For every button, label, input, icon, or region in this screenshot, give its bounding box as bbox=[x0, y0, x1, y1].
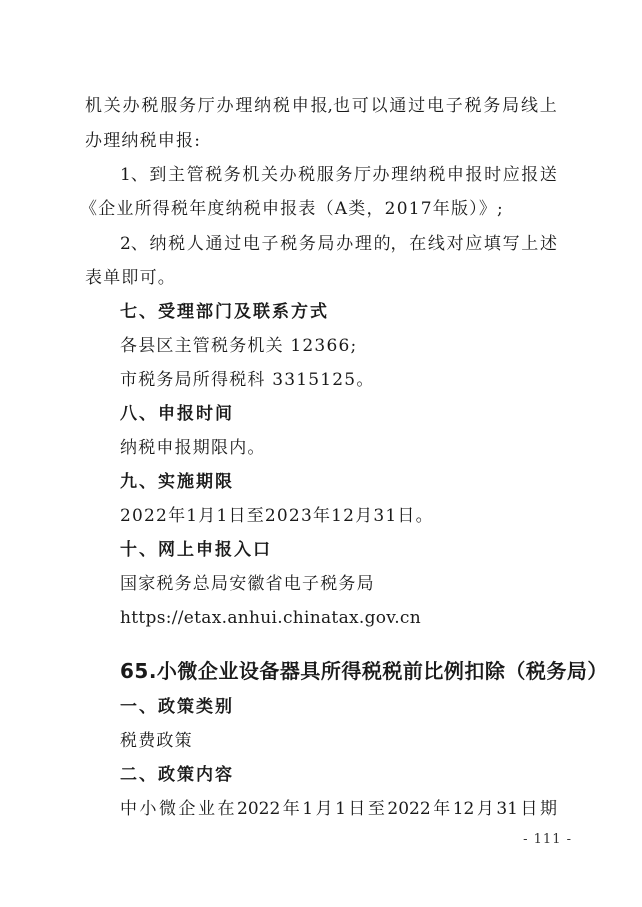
text-chunk: 小 bbox=[139, 799, 157, 819]
text-chunk: 2、 bbox=[120, 234, 148, 254]
text-chunk: 业 bbox=[198, 799, 215, 819]
text-chunk: 月 bbox=[476, 799, 494, 819]
content-line-1 bbox=[120, 798, 557, 820]
item-1-line-1 bbox=[120, 164, 557, 186]
text-chunk: 厅 bbox=[353, 165, 371, 185]
text-chunk: 办 bbox=[336, 234, 354, 254]
text-chunk: 申 bbox=[291, 96, 309, 116]
text-chunk: 电 bbox=[426, 96, 444, 116]
item-2-line-2: 表单即可。 bbox=[85, 268, 176, 288]
text-chunk: 对 bbox=[446, 234, 464, 254]
text-chunk: 2022 bbox=[237, 799, 281, 819]
text-chunk: 申 bbox=[446, 165, 464, 185]
time-heading: 八、申报时间 bbox=[120, 404, 234, 424]
text-chunk: 子 bbox=[445, 96, 463, 116]
item-2-line-1 bbox=[120, 233, 557, 255]
intro-line-1 bbox=[85, 95, 557, 117]
text-chunk: 1、 bbox=[120, 165, 148, 185]
time-text: 纳税申报期限内。 bbox=[120, 438, 266, 458]
text-chunk: 税 bbox=[168, 234, 186, 254]
text-chunk: 上 bbox=[521, 234, 539, 254]
text-chunk: 子 bbox=[261, 234, 279, 254]
text-chunk: 服 bbox=[160, 96, 178, 116]
text-chunk: 上 bbox=[539, 96, 557, 116]
text-chunk: 过 bbox=[224, 234, 242, 254]
text-chunk: 12 bbox=[452, 799, 475, 819]
text-chunk: 理 bbox=[354, 234, 372, 254]
text-chunk: 报 bbox=[521, 165, 539, 185]
text-chunk: 税 bbox=[141, 96, 159, 116]
text-chunk: 31 bbox=[496, 799, 518, 819]
text-chunk: 年 bbox=[433, 799, 451, 819]
entry-name: 国家税务总局安徽省电子税务局 bbox=[120, 574, 375, 594]
text-chunk: 可 bbox=[351, 96, 369, 116]
text-chunk: 时 bbox=[484, 165, 502, 185]
text-chunk: 税 bbox=[464, 96, 482, 116]
period-heading: 九、实施期限 bbox=[120, 472, 234, 492]
text-chunk: 税 bbox=[298, 165, 316, 185]
text-chunk: 税 bbox=[280, 234, 298, 254]
text-chunk: 局 bbox=[317, 234, 335, 254]
text-chunk: 的， bbox=[373, 234, 408, 254]
text-chunk: 以 bbox=[370, 96, 388, 116]
text-chunk: 办 bbox=[122, 96, 140, 116]
text-chunk: 在 bbox=[409, 234, 427, 254]
contact-line-2: 市税务局所得税科 3315125。 bbox=[120, 370, 375, 390]
text-chunk: 1 bbox=[302, 799, 314, 819]
text-chunk: 务 bbox=[223, 165, 241, 185]
text-chunk: 述 bbox=[539, 234, 557, 254]
text-chunk: 机 bbox=[85, 96, 102, 116]
text-chunk: 人 bbox=[186, 234, 204, 254]
text-chunk: 税 bbox=[428, 165, 446, 185]
text-chunk: 机 bbox=[242, 165, 260, 185]
text-chunk: 过 bbox=[408, 96, 426, 116]
policy-title: 65.小微企业设备器具所得税税前比例扣除（税务局） bbox=[120, 659, 608, 683]
text-chunk: 月 bbox=[315, 799, 333, 819]
text-chunk: 年 bbox=[282, 799, 300, 819]
text-chunk: 填 bbox=[483, 234, 501, 254]
text-chunk: 纳 bbox=[149, 234, 167, 254]
text-chunk: 微 bbox=[159, 799, 176, 819]
text-chunk: 务 bbox=[298, 234, 316, 254]
text-chunk: 企 bbox=[178, 799, 196, 819]
text-chunk: 税 bbox=[205, 165, 223, 185]
text-chunk: 线 bbox=[427, 234, 445, 254]
entry-heading: 十、网上申报入口 bbox=[120, 540, 272, 560]
text-chunk: 报,也 bbox=[310, 96, 350, 116]
text-chunk: 主 bbox=[168, 165, 186, 185]
text-chunk: 办 bbox=[216, 96, 234, 116]
text-chunk: 局 bbox=[502, 96, 520, 116]
text-chunk: 务 bbox=[335, 165, 353, 185]
period-text: 2022年1月1日至2023年12月31日。 bbox=[120, 506, 434, 526]
text-chunk: 至 bbox=[367, 799, 385, 819]
category-heading: 一、政策类别 bbox=[120, 697, 234, 717]
text-chunk: 应 bbox=[502, 165, 520, 185]
text-chunk: 服 bbox=[316, 165, 334, 185]
text-chunk: 送 bbox=[539, 165, 557, 185]
text-chunk: 日 bbox=[520, 799, 538, 819]
text-chunk: 务 bbox=[483, 96, 501, 116]
text-chunk: 务 bbox=[178, 96, 196, 116]
text-chunk: 纳 bbox=[409, 165, 427, 185]
text-chunk: 线 bbox=[520, 96, 538, 116]
text-chunk: 写 bbox=[502, 234, 520, 254]
text-chunk: 通 bbox=[389, 96, 407, 116]
text-chunk: 中 bbox=[120, 799, 137, 819]
text-chunk: 应 bbox=[465, 234, 483, 254]
text-chunk: 厅 bbox=[197, 96, 215, 116]
text-chunk: 报 bbox=[465, 165, 483, 185]
content-heading: 二、政策内容 bbox=[120, 765, 234, 785]
text-chunk: 办 bbox=[279, 165, 297, 185]
text-chunk: 电 bbox=[242, 234, 260, 254]
contact-line-1: 各县区主管税务机关 12366; bbox=[120, 336, 358, 356]
text-chunk: 通 bbox=[205, 234, 223, 254]
intro-line-2: 办理纳税申报: bbox=[85, 131, 202, 151]
text-chunk: 关 bbox=[103, 96, 121, 116]
text-chunk: 纳 bbox=[254, 96, 272, 116]
text-chunk: 日 bbox=[348, 799, 366, 819]
text-chunk: 在 bbox=[217, 799, 235, 819]
category-text: 税费政策 bbox=[120, 731, 193, 751]
text-chunk: 关 bbox=[260, 165, 278, 185]
text-chunk: 理 bbox=[391, 165, 409, 185]
item-1-line-2: 《企业所得税年度纳税申报表（A类，2017年版）》; bbox=[80, 199, 504, 219]
entry-url: https://etax.anhui.chinatax.gov.cn bbox=[120, 608, 421, 628]
text-chunk: 到 bbox=[149, 165, 167, 185]
text-chunk: 办 bbox=[372, 165, 390, 185]
text-chunk: 管 bbox=[186, 165, 204, 185]
contact-heading: 七、受理部门及联系方式 bbox=[120, 302, 329, 322]
text-chunk: 期 bbox=[539, 799, 557, 819]
text-chunk: 1 bbox=[335, 799, 346, 819]
page-number: - 111 - bbox=[523, 832, 572, 847]
text-chunk: 税 bbox=[272, 96, 290, 116]
text-chunk: 理 bbox=[235, 96, 253, 116]
text-chunk: 2022 bbox=[387, 799, 431, 819]
